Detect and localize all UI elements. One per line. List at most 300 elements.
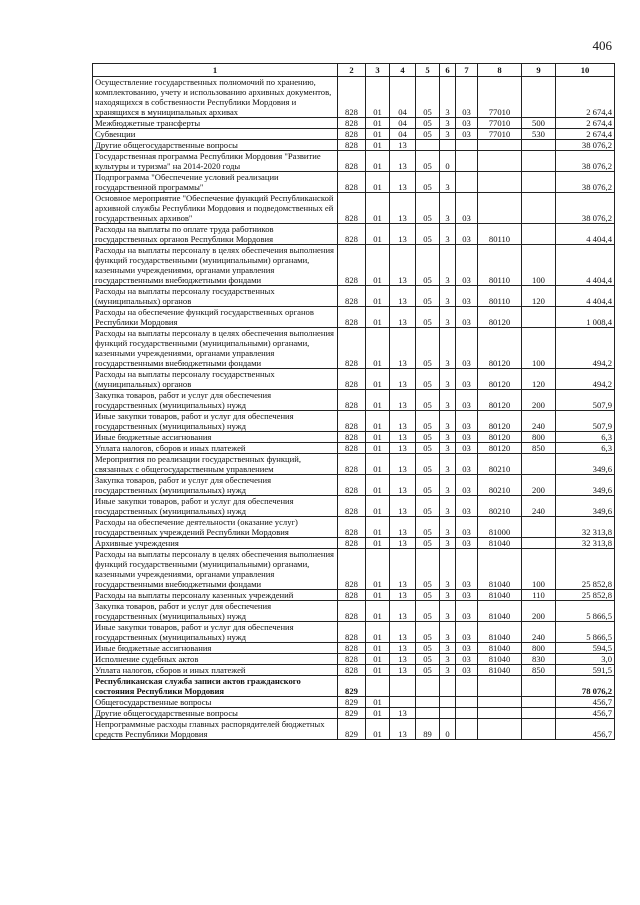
cell-activity: 03 <box>456 286 478 307</box>
cell-program: 05 <box>416 369 440 390</box>
cell-amount: 494,2 <box>556 369 615 390</box>
cell-admin-code: 828 <box>338 118 366 129</box>
cell-activity: 03 <box>456 549 478 590</box>
cell-admin-code: 828 <box>338 517 366 538</box>
cell-section: 01 <box>366 411 390 432</box>
cell-direction: 80110 <box>478 245 522 286</box>
header-row <box>93 64 615 77</box>
cell-activity: 03 <box>456 517 478 538</box>
cell-admin-code: 828 <box>338 665 366 676</box>
cell-activity: 03 <box>456 665 478 676</box>
cell-section: 01 <box>366 622 390 643</box>
cell-admin-code: 828 <box>338 172 366 193</box>
cell-section: 01 <box>366 697 390 708</box>
cell-admin-code: 828 <box>338 77 366 118</box>
cell-name: Государственная программа Республики Мордовия "Развитие культуры и туризма" на 2014-2020 годы <box>93 151 338 172</box>
cell-admin-code: 828 <box>338 590 366 601</box>
cell-activity: 03 <box>456 307 478 328</box>
page-number: 406 <box>592 38 612 53</box>
cell-program: 05 <box>416 475 440 496</box>
cell-expense-type: 850 <box>522 443 556 454</box>
cell-amount: 507,9 <box>556 411 615 432</box>
cell-section: 01 <box>366 129 390 140</box>
table-row <box>93 328 615 369</box>
table-row <box>93 151 615 172</box>
cell-amount: 78 076,2 <box>556 676 615 697</box>
cell-subprogram: 3 <box>440 549 456 590</box>
cell-subprogram: 3 <box>440 77 456 118</box>
cell-subprogram: 3 <box>440 224 456 245</box>
table-row <box>93 286 615 307</box>
cell-direction <box>478 719 522 740</box>
table-row <box>93 665 615 676</box>
cell-subsection: 13 <box>390 443 416 454</box>
cell-section: 01 <box>366 224 390 245</box>
cell-admin-code: 828 <box>338 307 366 328</box>
cell-expense-type: 240 <box>522 496 556 517</box>
cell-expense-type <box>522 307 556 328</box>
cell-subsection: 13 <box>390 390 416 411</box>
cell-direction: 81040 <box>478 549 522 590</box>
cell-admin-code: 828 <box>338 443 366 454</box>
cell-name: Уплата налогов, сборов и иных платежей <box>93 665 338 676</box>
cell-activity: 03 <box>456 224 478 245</box>
cell-section: 01 <box>366 454 390 475</box>
table-row <box>93 129 615 140</box>
cell-subprogram <box>440 140 456 151</box>
cell-amount: 25 852,8 <box>556 549 615 590</box>
cell-program: 05 <box>416 454 440 475</box>
cell-expense-type: 100 <box>522 328 556 369</box>
cell-amount: 1 008,4 <box>556 307 615 328</box>
cell-name: Расходы на обеспечение деятельности (оказание услуг) государственных учреждений Республики Мордовия <box>93 517 338 538</box>
cell-activity: 03 <box>456 390 478 411</box>
cell-direction: 77010 <box>478 129 522 140</box>
cell-amount: 4 404,4 <box>556 245 615 286</box>
table-row <box>93 140 615 151</box>
cell-program: 05 <box>416 286 440 307</box>
cell-section: 01 <box>366 328 390 369</box>
cell-name: Закупка товаров, работ и услуг для обеспечения государственных (муниципальных) нужд <box>93 601 338 622</box>
col-header-8: 8 <box>478 64 522 77</box>
cell-subprogram <box>440 708 456 719</box>
cell-activity: 03 <box>456 369 478 390</box>
cell-expense-type <box>522 77 556 118</box>
cell-subsection: 13 <box>390 454 416 475</box>
cell-program <box>416 676 440 697</box>
cell-expense-type: 240 <box>522 411 556 432</box>
cell-program: 05 <box>416 601 440 622</box>
cell-subprogram: 3 <box>440 390 456 411</box>
cell-subsection: 13 <box>390 369 416 390</box>
cell-amount: 32 313,8 <box>556 517 615 538</box>
cell-subprogram: 3 <box>440 129 456 140</box>
cell-section: 01 <box>366 719 390 740</box>
cell-admin-code: 828 <box>338 245 366 286</box>
cell-subprogram <box>440 697 456 708</box>
cell-subprogram: 3 <box>440 245 456 286</box>
table-row <box>93 307 615 328</box>
cell-section: 01 <box>366 475 390 496</box>
cell-admin-code: 828 <box>338 151 366 172</box>
cell-program: 05 <box>416 151 440 172</box>
cell-direction <box>478 697 522 708</box>
cell-program: 05 <box>416 193 440 224</box>
table-row <box>93 719 615 740</box>
cell-activity: 03 <box>456 118 478 129</box>
cell-subsection: 13 <box>390 496 416 517</box>
cell-section: 01 <box>366 549 390 590</box>
cell-section: 01 <box>366 77 390 118</box>
cell-expense-type <box>522 151 556 172</box>
cell-name: Закупка товаров, работ и услуг для обеспечения государственных (муниципальных) нужд <box>93 390 338 411</box>
cell-direction: 81040 <box>478 590 522 601</box>
cell-subprogram: 3 <box>440 369 456 390</box>
cell-program <box>416 697 440 708</box>
cell-subsection: 13 <box>390 193 416 224</box>
cell-expense-type: 110 <box>522 590 556 601</box>
cell-subsection: 13 <box>390 654 416 665</box>
table-row <box>93 475 615 496</box>
cell-section: 01 <box>366 172 390 193</box>
table-row <box>93 496 615 517</box>
cell-subprogram: 3 <box>440 517 456 538</box>
table-row <box>93 118 615 129</box>
cell-program: 05 <box>416 328 440 369</box>
cell-name: Расходы на выплаты персоналу казенных учреждений <box>93 590 338 601</box>
cell-activity: 03 <box>456 245 478 286</box>
cell-subprogram: 3 <box>440 496 456 517</box>
cell-amount: 38 076,2 <box>556 151 615 172</box>
cell-subprogram: 3 <box>440 328 456 369</box>
cell-direction: 80110 <box>478 224 522 245</box>
table-row <box>93 697 615 708</box>
cell-section: 01 <box>366 118 390 129</box>
cell-amount: 594,5 <box>556 643 615 654</box>
cell-section: 01 <box>366 286 390 307</box>
cell-admin-code: 828 <box>338 538 366 549</box>
cell-expense-type <box>522 708 556 719</box>
cell-subsection: 13 <box>390 708 416 719</box>
table-row <box>93 369 615 390</box>
cell-program: 05 <box>416 224 440 245</box>
cell-name: Межбюджетные трансферты <box>93 118 338 129</box>
cell-section: 01 <box>366 643 390 654</box>
cell-activity: 03 <box>456 601 478 622</box>
cell-subsection: 13 <box>390 643 416 654</box>
cell-program: 05 <box>416 77 440 118</box>
cell-amount: 32 313,8 <box>556 538 615 549</box>
cell-amount: 494,2 <box>556 328 615 369</box>
cell-section: 01 <box>366 140 390 151</box>
cell-subsection: 04 <box>390 118 416 129</box>
cell-admin-code: 828 <box>338 140 366 151</box>
cell-amount: 591,5 <box>556 665 615 676</box>
cell-name: Другие общегосударственные вопросы <box>93 140 338 151</box>
cell-direction: 81040 <box>478 665 522 676</box>
cell-program: 05 <box>416 665 440 676</box>
cell-expense-type: 100 <box>522 245 556 286</box>
cell-admin-code: 828 <box>338 193 366 224</box>
cell-admin-code: 829 <box>338 697 366 708</box>
table-row <box>93 454 615 475</box>
cell-subprogram: 3 <box>440 193 456 224</box>
cell-direction: 80120 <box>478 432 522 443</box>
cell-section: 01 <box>366 665 390 676</box>
cell-subsection: 13 <box>390 475 416 496</box>
cell-program: 05 <box>416 411 440 432</box>
cell-admin-code: 828 <box>338 622 366 643</box>
cell-expense-type: 120 <box>522 286 556 307</box>
cell-section: 01 <box>366 369 390 390</box>
cell-admin-code: 829 <box>338 676 366 697</box>
cell-subprogram: 3 <box>440 622 456 643</box>
cell-expense-type: 240 <box>522 622 556 643</box>
cell-activity <box>456 140 478 151</box>
cell-activity <box>456 676 478 697</box>
cell-program: 05 <box>416 643 440 654</box>
col-header-10: 10 <box>556 64 615 77</box>
cell-activity: 03 <box>456 193 478 224</box>
col-header-7: 7 <box>456 64 478 77</box>
cell-amount: 2 674,4 <box>556 118 615 129</box>
table-row <box>93 708 615 719</box>
cell-subsection: 13 <box>390 224 416 245</box>
cell-expense-type: 200 <box>522 601 556 622</box>
cell-section: 01 <box>366 590 390 601</box>
cell-section: 01 <box>366 307 390 328</box>
cell-name: Другие общегосударственные вопросы <box>93 708 338 719</box>
cell-name: Расходы на выплаты персоналу в целях обеспечения выполнения функций государственными (муниципальными) органами, казенными учреждениями, органами управления государственными внебюджетными фондами <box>93 328 338 369</box>
cell-subsection: 13 <box>390 517 416 538</box>
cell-direction: 80120 <box>478 390 522 411</box>
cell-subsection: 13 <box>390 549 416 590</box>
cell-program: 05 <box>416 549 440 590</box>
cell-admin-code: 828 <box>338 286 366 307</box>
cell-direction: 80210 <box>478 496 522 517</box>
cell-name: Исполнение судебных актов <box>93 654 338 665</box>
cell-section: 01 <box>366 151 390 172</box>
cell-direction: 80120 <box>478 369 522 390</box>
cell-direction <box>478 193 522 224</box>
cell-expense-type <box>522 193 556 224</box>
cell-name: Иные закупки товаров, работ и услуг для обеспечения государственных (муниципальных) нужд <box>93 496 338 517</box>
cell-direction: 80120 <box>478 443 522 454</box>
table-body <box>93 77 615 740</box>
col-header-4: 4 <box>390 64 416 77</box>
cell-expense-type: 850 <box>522 665 556 676</box>
cell-expense-type: 830 <box>522 654 556 665</box>
cell-amount: 5 866,5 <box>556 622 615 643</box>
cell-name: Иные бюджетные ассигнования <box>93 643 338 654</box>
cell-name: Субвенции <box>93 129 338 140</box>
cell-direction <box>478 676 522 697</box>
cell-expense-type <box>522 697 556 708</box>
cell-subsection: 13 <box>390 719 416 740</box>
cell-name: Общегосударственные вопросы <box>93 697 338 708</box>
cell-section: 01 <box>366 496 390 517</box>
cell-direction: 81040 <box>478 643 522 654</box>
cell-subprogram: 3 <box>440 443 456 454</box>
cell-expense-type <box>522 454 556 475</box>
cell-name: Расходы на обеспечение функций государственных органов Республики Мордовия <box>93 307 338 328</box>
cell-name: Закупка товаров, работ и услуг для обеспечения государственных (муниципальных) нужд <box>93 475 338 496</box>
cell-admin-code: 828 <box>338 601 366 622</box>
table-row <box>93 654 615 665</box>
cell-section: 01 <box>366 432 390 443</box>
cell-direction: 81040 <box>478 654 522 665</box>
cell-admin-code: 828 <box>338 328 366 369</box>
cell-amount: 38 076,2 <box>556 172 615 193</box>
cell-expense-type <box>522 538 556 549</box>
cell-admin-code: 828 <box>338 369 366 390</box>
cell-subprogram: 3 <box>440 601 456 622</box>
cell-activity: 03 <box>456 328 478 369</box>
cell-subsection: 13 <box>390 140 416 151</box>
cell-subsection: 13 <box>390 245 416 286</box>
col-header-9: 9 <box>522 64 556 77</box>
cell-admin-code: 828 <box>338 654 366 665</box>
cell-expense-type: 120 <box>522 369 556 390</box>
cell-activity: 03 <box>456 590 478 601</box>
cell-admin-code: 828 <box>338 411 366 432</box>
cell-name: Уплата налогов, сборов и иных платежей <box>93 443 338 454</box>
cell-program: 05 <box>416 172 440 193</box>
table-row <box>93 390 615 411</box>
cell-subsection: 13 <box>390 411 416 432</box>
cell-amount: 349,6 <box>556 475 615 496</box>
cell-subsection: 13 <box>390 590 416 601</box>
cell-name: Подпрограмма "Обеспечение условий реализации государственной программы" <box>93 172 338 193</box>
table-row <box>93 193 615 224</box>
cell-section <box>366 676 390 697</box>
cell-activity: 03 <box>456 411 478 432</box>
cell-admin-code: 828 <box>338 454 366 475</box>
cell-name: Иные закупки товаров, работ и услуг для обеспечения государственных (муниципальных) нужд <box>93 411 338 432</box>
table-row <box>93 245 615 286</box>
col-header-5: 5 <box>416 64 440 77</box>
cell-direction <box>478 708 522 719</box>
cell-subsection: 13 <box>390 172 416 193</box>
cell-program: 05 <box>416 538 440 549</box>
cell-expense-type: 200 <box>522 475 556 496</box>
table-row <box>93 622 615 643</box>
table-row <box>93 517 615 538</box>
cell-subprogram: 3 <box>440 475 456 496</box>
cell-program: 05 <box>416 590 440 601</box>
cell-activity: 03 <box>456 129 478 140</box>
cell-expense-type <box>522 517 556 538</box>
cell-program: 05 <box>416 245 440 286</box>
cell-expense-type <box>522 719 556 740</box>
cell-name: Расходы на выплаты персоналу в целях обеспечения выполнения функций государственными (муниципальными) органами, казенными учреждениями, органами управления государственными внебюджетными фондами <box>93 245 338 286</box>
cell-admin-code: 828 <box>338 129 366 140</box>
cell-activity: 03 <box>456 443 478 454</box>
cell-program: 05 <box>416 517 440 538</box>
table-row <box>93 590 615 601</box>
cell-name: Иные закупки товаров, работ и услуг для обеспечения государственных (муниципальных) нужд <box>93 622 338 643</box>
cell-direction <box>478 172 522 193</box>
cell-program <box>416 708 440 719</box>
cell-subsection: 13 <box>390 601 416 622</box>
cell-expense-type: 800 <box>522 643 556 654</box>
col-header-1: 1 <box>93 64 338 77</box>
cell-expense-type <box>522 140 556 151</box>
cell-activity <box>456 708 478 719</box>
cell-amount: 349,6 <box>556 496 615 517</box>
cell-expense-type <box>522 224 556 245</box>
cell-name: Мероприятия по реализации государственных функций, связанных с общегосударственным управлением <box>93 454 338 475</box>
cell-section: 01 <box>366 443 390 454</box>
cell-expense-type: 800 <box>522 432 556 443</box>
cell-subsection: 13 <box>390 286 416 307</box>
cell-program: 05 <box>416 443 440 454</box>
cell-section: 01 <box>366 517 390 538</box>
table-row <box>93 172 615 193</box>
cell-subsection: 04 <box>390 129 416 140</box>
cell-amount: 507,9 <box>556 390 615 411</box>
cell-name: Расходы на выплаты по оплате труда работников государственных органов Республики Мордовия <box>93 224 338 245</box>
cell-direction: 77010 <box>478 118 522 129</box>
cell-program: 05 <box>416 118 440 129</box>
cell-direction <box>478 140 522 151</box>
cell-subprogram: 0 <box>440 151 456 172</box>
cell-subsection <box>390 697 416 708</box>
cell-subprogram: 0 <box>440 719 456 740</box>
cell-activity: 03 <box>456 77 478 118</box>
cell-amount: 5 866,5 <box>556 601 615 622</box>
cell-activity: 03 <box>456 496 478 517</box>
cell-subprogram: 3 <box>440 538 456 549</box>
cell-section: 01 <box>366 708 390 719</box>
cell-admin-code: 828 <box>338 390 366 411</box>
cell-name: Расходы на выплаты персоналу государственных (муниципальных) органов <box>93 369 338 390</box>
cell-activity: 03 <box>456 432 478 443</box>
cell-subsection: 13 <box>390 665 416 676</box>
cell-expense-type <box>522 172 556 193</box>
cell-section: 01 <box>366 654 390 665</box>
cell-program: 05 <box>416 622 440 643</box>
cell-subsection <box>390 676 416 697</box>
cell-activity: 03 <box>456 538 478 549</box>
cell-direction: 81040 <box>478 601 522 622</box>
cell-subsection: 04 <box>390 77 416 118</box>
cell-section: 01 <box>366 390 390 411</box>
cell-expense-type: 100 <box>522 549 556 590</box>
cell-direction: 81040 <box>478 622 522 643</box>
cell-subprogram: 3 <box>440 172 456 193</box>
cell-program: 05 <box>416 654 440 665</box>
cell-admin-code: 828 <box>338 496 366 517</box>
table-row <box>93 601 615 622</box>
cell-activity <box>456 151 478 172</box>
cell-amount: 6,3 <box>556 443 615 454</box>
cell-amount: 4 404,4 <box>556 286 615 307</box>
cell-program: 05 <box>416 432 440 443</box>
cell-subprogram: 3 <box>440 454 456 475</box>
table-row <box>93 224 615 245</box>
cell-amount: 38 076,2 <box>556 193 615 224</box>
cell-direction: 77010 <box>478 77 522 118</box>
table-row <box>93 676 615 697</box>
cell-section: 01 <box>366 538 390 549</box>
cell-admin-code: 829 <box>338 708 366 719</box>
cell-admin-code: 828 <box>338 475 366 496</box>
cell-amount: 349,6 <box>556 454 615 475</box>
cell-subprogram: 3 <box>440 665 456 676</box>
table-row <box>93 443 615 454</box>
cell-section: 01 <box>366 193 390 224</box>
